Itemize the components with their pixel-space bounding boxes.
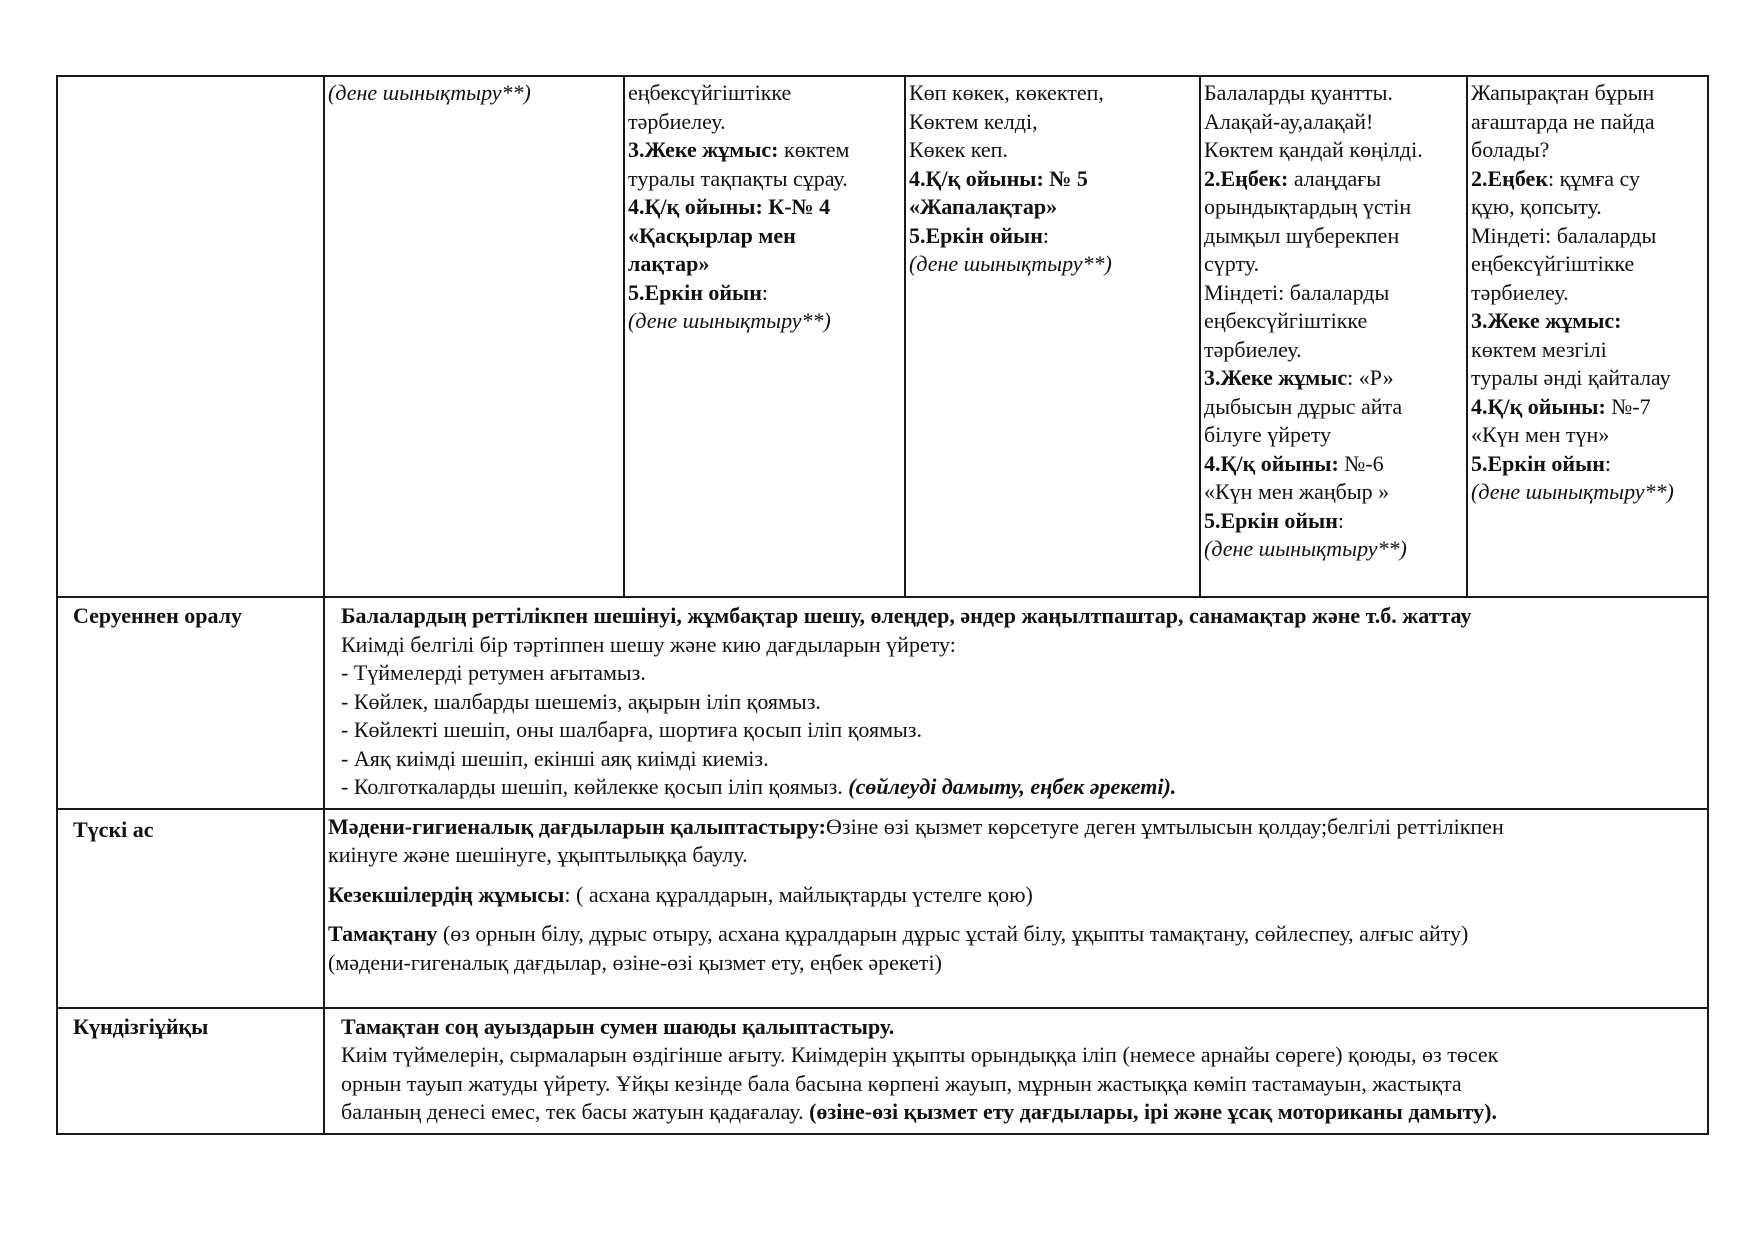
text-run: - Колготкаларды шешіп, көйлекке қосып іліп қоямыз.: [341, 774, 849, 799]
text-run: Алақай-ау,алақай!: [1204, 108, 1374, 134]
text-line: [1471, 165, 1704, 194]
nap-content: [324, 1008, 1708, 1134]
daily-plan-table: [56, 75, 1709, 1135]
text-run: (сөйлеуді дамыту, еңбек әрекеті).: [848, 774, 1177, 799]
text-run: Жапырақтан бұрын: [1471, 80, 1655, 105]
text-line: [628, 108, 901, 137]
text-line: [1204, 478, 1463, 507]
text-line: [1471, 193, 1704, 222]
cell-text: [325, 598, 1707, 808]
text-line: [1204, 193, 1463, 222]
text-line: [909, 222, 1196, 251]
text-run: 4.Қ/қ ойыны:: [1204, 450, 1339, 476]
text-line: [341, 773, 1701, 802]
text-line: [1204, 364, 1463, 393]
text-line: [1471, 478, 1704, 507]
text-run: Өзіне өзі қызмет көрсетуге деген ұмтылысын қолдау;белгілі реттілікпен: [826, 813, 1504, 839]
text-line: [341, 688, 1701, 717]
text-run: (дене шынықтыру**): [628, 308, 831, 333]
text-line: [1204, 136, 1463, 165]
text-line: [1471, 79, 1704, 108]
text-run: орнын тауып жатуды үйрету. Ұйқы кезінде бала басына көрпені жауып, мұрнын жастыққа көміп тастамауын, жастықта: [341, 1070, 1462, 1096]
text-run: сүрту.: [1204, 251, 1260, 276]
text-run: еңбексүйгіштікке: [628, 80, 792, 105]
text-run: «Қасқырлар мен: [628, 222, 796, 248]
cell-text: [325, 810, 1707, 984]
text-line: [628, 136, 901, 165]
text-line: [1204, 393, 1463, 422]
text-run: 4.Қ/қ ойыны: К-№ 4: [628, 194, 831, 219]
return-from-walk-content: [324, 597, 1708, 809]
cell-text: [1468, 77, 1707, 511]
text-run: «Күн мен жаңбыр »: [1204, 479, 1390, 504]
text-line: [341, 1098, 1701, 1127]
text-run: 5.Еркін ойын: [1471, 450, 1605, 476]
text-line: [341, 1041, 1701, 1070]
text-line: [1204, 279, 1463, 308]
text-line: [328, 79, 620, 108]
walk-cell-1: [324, 76, 624, 597]
text-line: [628, 165, 901, 194]
text-line: [909, 79, 1196, 108]
text-line: [1471, 307, 1704, 336]
text-run: 4.Қ/қ ойыны: № 5: [909, 165, 1088, 191]
text-run: дымқыл шүберекпен: [1204, 222, 1400, 248]
text-run: 3.Жеке жұмыс:: [628, 137, 779, 162]
text-run: (дене шынықтыру**): [909, 251, 1112, 276]
text-run: Міндеті: балаларды: [1204, 279, 1390, 305]
text-line: [909, 193, 1196, 222]
table-row-lunch: [57, 809, 1708, 1008]
text-line: [341, 1013, 1701, 1042]
text-run: : құмға су: [1548, 165, 1640, 191]
text-line: [909, 165, 1196, 194]
text-run: (мәдени-гигеналық дағдылар, өзіне-өзі қызмет ету, еңбек әрекеті): [328, 949, 942, 975]
text-line: [1471, 222, 1704, 251]
text-run: Міндеті: балаларды: [1471, 222, 1657, 248]
text-line: [1471, 336, 1704, 365]
text-run: Тамақтану: [328, 921, 438, 946]
text-run: алаңдағы: [1288, 165, 1382, 191]
text-run: №-7: [1605, 393, 1651, 419]
text-run: еңбексүйгіштікке: [1204, 308, 1368, 333]
text-run: Киім түймелерін, сырмаларын өздігінше ағыту. Киімдерін ұқыпты орындыққа іліп (немесе арнайы сөреге) қоюды, өз төсек: [341, 1042, 1499, 1067]
text-run: 5.Еркін ойын: [909, 222, 1043, 248]
text-line: [1204, 507, 1463, 536]
text-line: [1471, 364, 1704, 393]
text-run: (өз орнын білу, дұрыс отыру, асхана құралдарын дұрыс ұстай білу, ұқыпты тамақтану, сөйлеспеу, алғыс айту): [437, 921, 1469, 946]
text-run: болады?: [1471, 137, 1550, 162]
text-run: :: [1042, 222, 1050, 248]
text-line: [1471, 108, 1704, 137]
paragraph: [328, 920, 1701, 977]
text-line: [1204, 165, 1463, 194]
text-line: [1204, 79, 1463, 108]
text-line: [1471, 450, 1704, 479]
text-run: : «Р»: [1347, 365, 1394, 390]
text-run: тәрбиелеу.: [628, 108, 726, 134]
text-run: 2.Еңбек:: [1204, 165, 1289, 191]
paragraph: [341, 602, 1701, 802]
text-run: 3.Жеке жұмыс: [1204, 365, 1348, 390]
text-line: [328, 920, 1701, 949]
row-label-lunch: Түскі ас: [57, 809, 324, 1008]
row-label-return-from-walk: Серуеннен оралу: [57, 597, 324, 809]
text-run: баланың денесі емес, тек басы жатуын қадағалау.: [341, 1099, 810, 1124]
text-line: [1471, 393, 1704, 422]
row-label-nap: Күндізгіұйқы: [57, 1008, 324, 1134]
text-run: :: [1604, 450, 1612, 476]
text-run: Көп көкек, көкектеп,: [909, 80, 1104, 105]
text-run: 5.Еркін ойын: [628, 279, 762, 305]
text-run: Кезекшілердің жұмысы: [328, 881, 565, 907]
text-run: лақтар»: [628, 251, 710, 276]
table-row-return-from-walk: [57, 597, 1708, 809]
text-line: [1204, 108, 1463, 137]
text-run: білуге үйрету: [1204, 422, 1332, 447]
text-run: - Көйлекті шешіп, оны шалбарға, шортиға қосып іліп қоямыз.: [341, 717, 922, 742]
text-run: (дене шынықтыру**): [1204, 536, 1407, 561]
cell-text: [325, 77, 623, 112]
text-run: (өзіне-өзі қызмет ету дағдылары, ірі және ұсақ моториканы дамыту).: [809, 1099, 1497, 1124]
cell-text: [325, 1009, 1707, 1133]
text-run: 4.Қ/қ ойыны:: [1471, 393, 1606, 419]
table-row-walk-activities: [57, 76, 1708, 597]
text-line: [909, 250, 1196, 279]
text-run: 5.Еркін ойын: [1204, 507, 1338, 533]
walk-cell-2: [624, 76, 905, 597]
text-line: [328, 841, 1701, 870]
text-run: 2.Еңбек: [1471, 165, 1548, 191]
text-run: туралы әнді қайталау: [1471, 365, 1671, 390]
text-run: (дене шынықтыру**): [328, 80, 531, 105]
text-line: [1204, 307, 1463, 336]
walk-cell-3: [905, 76, 1200, 597]
text-run: көктем мезгілі: [1471, 336, 1607, 362]
text-run: орындықтардың үстін: [1204, 194, 1412, 219]
text-line: [328, 813, 1701, 842]
text-run: - Түймелерді ретумен ағытамыз.: [341, 660, 646, 685]
text-line: [628, 79, 901, 108]
text-line: [1204, 250, 1463, 279]
paragraph: [341, 1013, 1701, 1127]
text-line: [1204, 222, 1463, 251]
text-line: [628, 222, 901, 251]
text-line: [1471, 250, 1704, 279]
text-run: 3.Жеке жұмыс:: [1471, 308, 1622, 333]
text-run: :: [761, 279, 769, 305]
text-line: [628, 307, 901, 336]
text-line: [1471, 279, 1704, 308]
text-run: тәрбиелеу.: [1204, 336, 1302, 362]
text-line: [628, 250, 901, 279]
text-run: киінуге және шешінуге, ұқыптылыққа баулу.: [328, 842, 748, 867]
cell-text: [1201, 77, 1466, 568]
text-run: еңбексүйгіштікке: [1471, 251, 1635, 276]
text-line: [341, 1070, 1701, 1099]
text-run: Тамақтан соң ауыздарын сумен шаюды қалыптастыру.: [341, 1013, 895, 1039]
text-run: : ( асхана құралдарын, майлықтарды үстелге қою): [564, 881, 1033, 907]
text-run: ағаштарда не пайда: [1471, 108, 1655, 134]
text-line: [328, 881, 1701, 910]
text-run: құю, қопсыту.: [1471, 194, 1602, 219]
text-run: Көктем қандай көңілді.: [1204, 137, 1423, 162]
text-run: Киімді белгілі бір тәртіппен шешу және кию дағдыларын үйрету:: [341, 631, 956, 657]
row-label-cell-empty: [57, 76, 324, 597]
cell-text: [625, 77, 904, 340]
text-run: - Аяқ киімді шешіп, екінші аяқ киімді киеміз.: [341, 745, 769, 771]
text-run: - Көйлек, шалбарды шешеміз, ақырын іліп қоямыз.: [341, 688, 821, 714]
text-line: [628, 193, 901, 222]
text-run: көктем: [778, 137, 850, 162]
text-line: [328, 949, 1701, 978]
text-run: туралы тақпақты сұрау.: [628, 165, 848, 191]
text-line: [341, 716, 1701, 745]
cell-text: [906, 77, 1199, 283]
text-run: (дене шынықтыру**): [1471, 479, 1674, 504]
text-run: Мәдени-гигиеналық дағдыларын қалыптастыру:: [328, 813, 826, 839]
text-run: Балаларды қуантты.: [1204, 80, 1393, 105]
text-line: [1471, 421, 1704, 450]
text-line: [1204, 336, 1463, 365]
text-line: [1471, 136, 1704, 165]
text-line: [628, 279, 901, 308]
text-line: [909, 136, 1196, 165]
walk-cell-5: [1467, 76, 1708, 597]
paragraph: [328, 881, 1701, 910]
text-run: «Күн мен түн»: [1471, 422, 1610, 447]
text-line: [341, 631, 1701, 660]
table-row-nap: [57, 1008, 1708, 1134]
text-line: [341, 745, 1701, 774]
text-run: Көктем келді,: [909, 108, 1038, 134]
text-run: тәрбиелеу.: [1471, 279, 1569, 305]
paragraph: [328, 813, 1701, 870]
walk-cell-4: [1200, 76, 1467, 597]
text-line: [1204, 450, 1463, 479]
text-line: [1204, 421, 1463, 450]
text-run: Балалардың реттілікпен шешінуі, жұмбақтар шешу, өлеңдер, әндер жаңылтпаштар, санамақтар және т.б. жаттау: [341, 603, 1472, 628]
text-run: :: [1337, 507, 1345, 533]
text-line: [909, 108, 1196, 137]
text-line: [1204, 535, 1463, 564]
text-line: [341, 602, 1701, 631]
text-run: дыбысын дұрыс айта: [1204, 393, 1403, 419]
lunch-content: [324, 809, 1708, 1008]
text-line: [341, 659, 1701, 688]
text-run: №-6: [1338, 450, 1384, 476]
text-run: «Жапалақтар»: [909, 194, 1058, 219]
text-run: Көкек кеп.: [909, 137, 1008, 162]
